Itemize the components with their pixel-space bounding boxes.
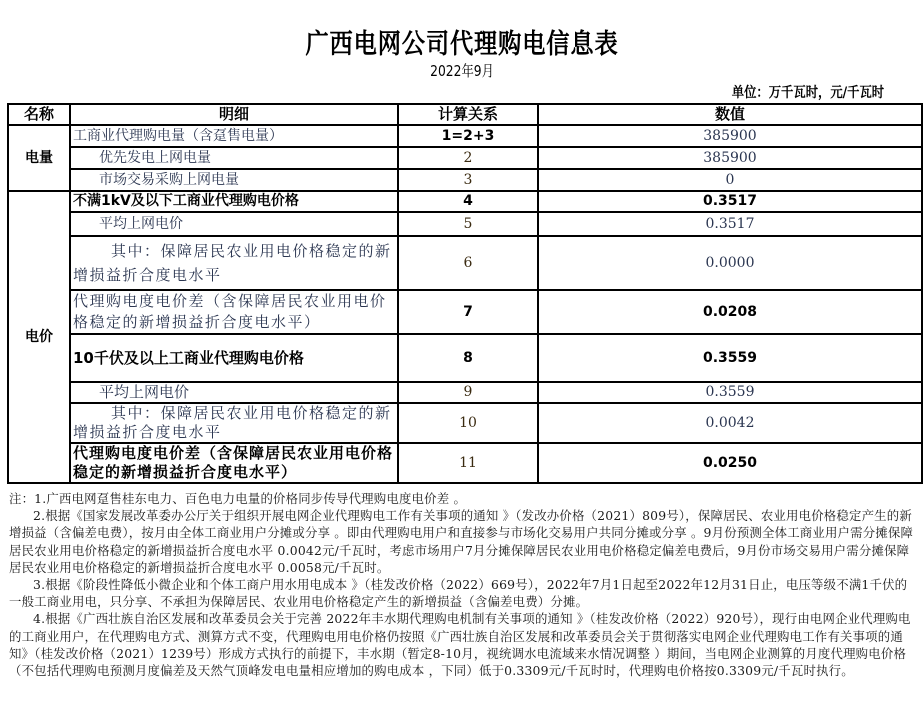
note-2: 2.根据《国家发展改革委办公厅关于组织开展电网企业代理购电工作有关事项的通知 》（发改办价格（2021）809号），保障居民、农业用电价格稳定产生的新增损益（含偏差电费），按月由全体工商业用户分摊或分享 。即由代理购电用户和直接参与市场化交易用户共同分摊或分享 。9月份预测全体工商业用户需分摊保障居民农业用电价格稳定的新增损益折合度电水平 0.0042元/千瓦时，考虑市场用户7月分摊保障居民农业用电价格稳定偏差电费后，9月份市场交易用户需分摊保障居民农业用电价格稳定的新增损益折合度电水平 0.0058元/千瓦时。: [9, 508, 914, 575]
row-value: 0.3559: [538, 382, 922, 403]
row-detail: 代理购电度电价差（含保障居民农业用电价格稳定的新增损益折合度电水平）: [70, 443, 398, 483]
row-calc: 11: [398, 443, 538, 483]
row-value: 0.0042: [538, 403, 922, 443]
row-detail: 不满1kV及以下工商业代理购电价格: [70, 191, 398, 212]
note-4: 4.根据《广西壮族自治区发展和改革委员会关于完善 2022年丰水期代理购电机制有关事项的通知 》（桂发改价格（2022）920号），现行由电网企业代理购电的工商业用户，在代理购电方式、测算方式不变，代理购电用电价格仍按照《广西壮族自治区发展和改革委员会关于贯彻落实电网企业代理购电工作有关事项的通知》（桂发改价格（2021）1239号）形成方式执行的前提下，丰水期（暂定8-10月，视统调水电流域来水情况调整 ）期间，当电网企业测算的月度代理购电价格 （不包括代理购电预测月度偏差及天然气顶峰发电电量相应增加的购电成本 ，下同）低于0.3309元/千瓦时时，代理购电价格按0.3309元/千瓦时执行。: [9, 611, 911, 679]
header-row: [8, 104, 922, 125]
row-value: 385900: [538, 125, 922, 147]
row-calc: 7: [398, 290, 538, 334]
row-calc: 6: [398, 236, 538, 290]
row-value: 0.0000: [538, 236, 922, 290]
category-price: 电价: [8, 191, 70, 483]
row-calc: 1=2+3: [398, 125, 538, 147]
table-row: [8, 334, 922, 382]
table-row: [8, 403, 922, 443]
table-row: [8, 169, 922, 191]
row-calc: 9: [398, 382, 538, 403]
footnotes: [9, 490, 914, 679]
table-row: [8, 382, 922, 403]
row-calc: 4: [398, 191, 538, 212]
table-row: [8, 212, 922, 236]
row-detail: 其中：保障居民农业用电价格稳定的新增损益折合度电水平: [70, 403, 398, 443]
row-value: 0.0250: [538, 443, 922, 483]
row-detail: 其中：保障居民农业用电价格稳定的新增损益折合度电水平: [70, 236, 398, 290]
row-value: 0.3517: [538, 212, 922, 236]
agency-purchase-table: [7, 103, 923, 484]
row-calc: 10: [398, 403, 538, 443]
table-row: [8, 443, 922, 483]
header-value: 数值: [538, 104, 922, 125]
row-detail: 市场交易采购上网电量: [70, 169, 398, 191]
category-energy: 电量: [8, 125, 70, 191]
row-detail: 平均上网电价: [70, 382, 398, 403]
row-value: 0: [538, 169, 922, 191]
page-title: 广西电网公司代理购电信息表: [305, 29, 619, 60]
header-calc: 计算关系: [398, 104, 538, 125]
period-label: 2022年9月: [430, 62, 494, 80]
row-calc: 3: [398, 169, 538, 191]
header-name: 名称: [8, 104, 70, 125]
row-detail: 10千伏及以上工商业代理购电价格: [70, 334, 398, 382]
table-row: [8, 147, 922, 169]
note-3: 3.根据《阶段性降低小微企业和个体工商户用水用电成本 》（桂发改价格（2022）669号），2022年7月1日起至2022年12月31日止，电压等级不满1千伏的一般工商业用电，只分享、不承担为保障居民、农业用电价格稳定产生的新增损益（含偏差电费）分摊。: [9, 577, 908, 610]
header-detail: 明细: [70, 104, 398, 125]
row-detail: 优先发电上网电量: [70, 147, 398, 169]
row-calc: 5: [398, 212, 538, 236]
row-detail: 代理购电度电价差（含保障居民农业用电价格稳定的新增损益折合度电水平）: [70, 290, 398, 334]
unit-label: 单位：万千瓦时，元/千瓦时: [731, 85, 884, 101]
table-row: [8, 191, 922, 212]
row-detail: 平均上网电价: [70, 212, 398, 236]
table-row: [8, 290, 922, 334]
note-1: 注：1.广西电网趸售桂东电力、百色电力电量的价格同步传导代理购电度电价差 。: [9, 491, 467, 506]
table-row: [8, 125, 922, 147]
row-calc: 8: [398, 334, 538, 382]
row-value: 385900: [538, 147, 922, 169]
row-value: 0.3559: [538, 334, 922, 382]
table-row: [8, 236, 922, 290]
row-value: 0.3517: [538, 191, 922, 212]
row-value: 0.0208: [538, 290, 922, 334]
row-detail: 工商业代理购电量（含趸售电量）: [70, 125, 398, 147]
row-calc: 2: [398, 147, 538, 169]
